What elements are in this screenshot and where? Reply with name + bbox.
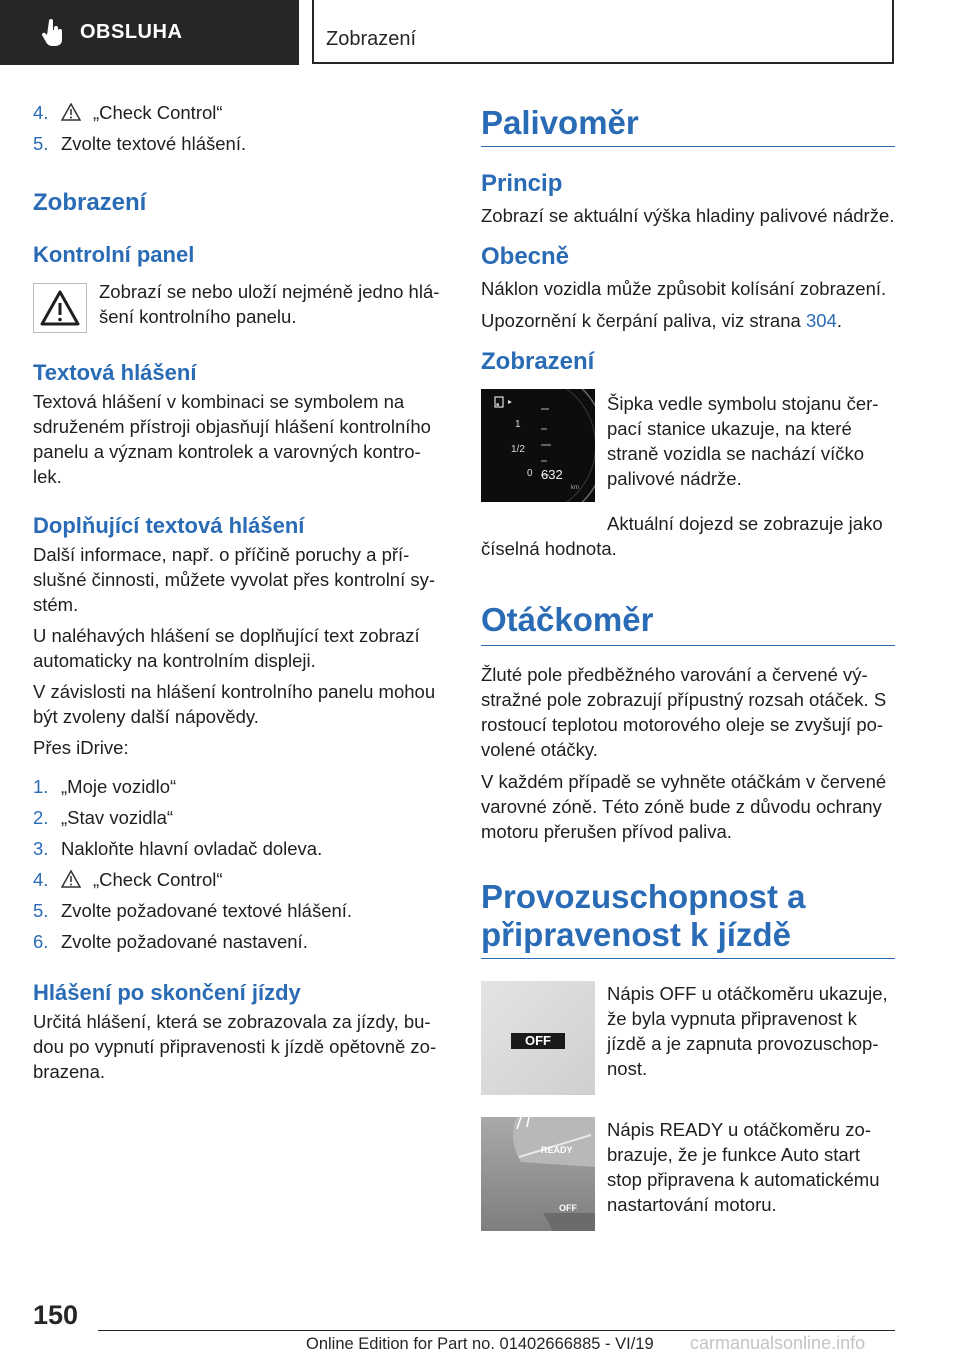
doplnujici-p2: U naléhavých hlášení se doplňující text zobrazí automaticky na kontrolním displeji. — [33, 625, 420, 671]
heading-provozuschopnost-1: Provozuschopnost a — [481, 878, 806, 915]
pointing-hand-icon — [40, 19, 66, 47]
watermark: carmanualsonline.info — [690, 1333, 866, 1353]
top-list — [33, 100, 445, 162]
ready-figure — [481, 1117, 595, 1231]
ready-off-label: OFF — [559, 1203, 577, 1213]
edition-text: Online Edition for Part no. 01402666885 - VI/19 — [306, 1335, 654, 1353]
steps-list — [33, 774, 445, 960]
heading-kontrolni-panel: Kontrolní panel — [33, 242, 195, 267]
heading-palivomer: Palivoměr — [481, 104, 895, 147]
range-unit: km — [571, 485, 579, 491]
fuel-block — [481, 383, 895, 529]
ready-text: Nápis READY u otáčkoměru zo- brazuje, že je funkce Auto start stop připravena k automatickému nastartování motoru. — [607, 1119, 880, 1215]
range-value: 632 — [541, 467, 563, 482]
page-link[interactable]: 304 — [805, 310, 837, 331]
chapter-tab — [312, 0, 894, 64]
section-tab — [0, 0, 299, 65]
otackomer-p1: Žluté pole předběžného varování a červené vý- stražné pole zobrazují přípustný rozsah otáček. S rostoucí teplotou motorového oleje se zvyšují po- volené otáčky. — [481, 664, 887, 760]
otackomer-p2: V každém případě se vyhněte otáčkám v červené varovné zóně. Této zóně bude z důvodu ochrany motoru přerušen přívod paliva. — [481, 771, 887, 842]
textova-text: Textová hlášení v kombinaci se symbolem na sdruženém přístroji objasňují hlášení kontrolního panelu a význam kontrolek a varovných kontro- lek. — [33, 391, 431, 487]
off-figure — [481, 981, 595, 1095]
list-item: 2. „Stav vozidla“ — [33, 807, 174, 828]
kontrolni-text: Zobrazí se nebo uloží nejméně jedno hlá- šení kontrolního panelu. — [99, 281, 440, 327]
doplnujici-p4: Přes iDrive: — [33, 737, 129, 758]
princip-text: Zobrazí se aktuální výška hladiny palivové nádrže. — [481, 205, 895, 226]
doplnujici-p1: Další informace, např. o příčině poruchy a pří- slušné činnosti, můžete vyvolat přes kontrolní sy- stém. — [33, 544, 436, 615]
ready-label: READY — [541, 1145, 573, 1155]
warning-symbol-figure — [33, 283, 87, 333]
off-block — [481, 981, 895, 1117]
list-item: 3. Nakloňte hlavní ovladač doleva. — [33, 838, 323, 859]
fuel-half-label: 1/2 — [511, 444, 525, 455]
heading-textova-hlaseni: Textová hlášení — [33, 360, 197, 385]
fuel-empty-label: 0 — [527, 468, 533, 479]
heading-obecne: Obecně — [481, 243, 570, 270]
warning-triangle-icon — [34, 284, 86, 332]
list-item: 1. „Moje vozidlo“ — [33, 776, 177, 797]
left-column — [33, 100, 445, 1084]
ready-block — [481, 1117, 895, 1237]
section-title: OBSLUHA — [80, 21, 183, 43]
list-item: 4. „Check Control“ — [33, 869, 223, 890]
fuel-gauge-illustration — [481, 389, 595, 502]
warning-triangle-icon — [61, 870, 81, 888]
list-item: 4. „Check Control“ — [33, 102, 223, 123]
doplnujici-p3: V závislosti na hlášení kontrolního panelu mohou být zvoleny další nápovědy. — [33, 681, 436, 727]
heading-po-skonceni: Hlášení po skončení jízdy — [33, 980, 301, 1005]
obecne-p2: Upozornění k čerpání paliva, viz strana 304. — [481, 310, 842, 331]
list-item: 5. Zvolte požadované textové hlášení. — [33, 900, 353, 921]
list-item: 5. Zvolte textové hlášení. — [33, 133, 247, 154]
heading-zobrazeni: Zobrazení — [33, 189, 147, 216]
kontrolni-block — [33, 279, 445, 359]
off-badge: OFF — [511, 1033, 565, 1049]
heading-otackomer: Otáčkoměr — [481, 601, 895, 646]
fuel-gauge-figure — [481, 389, 595, 502]
page-number: 150 — [33, 1300, 79, 1330]
heading-provozuschopnost-2: připravenost k jízdě — [481, 916, 895, 959]
off-text: Nápis OFF u otáčkoměru ukazuje, že byla vypnuta připravenost k jízdě a je zapnuta provozuschop- nost. — [607, 983, 888, 1079]
fuel-text-2: Aktuální dojezd se zobrazuje jako číselná hodnota. — [481, 513, 883, 559]
fuel-full-label: 1 — [515, 419, 521, 430]
heading-zobrazeni-right: Zobrazení — [481, 348, 595, 375]
heading-doplnujici: Doplňující textová hlášení — [33, 513, 305, 538]
heading-princip: Princip — [481, 170, 563, 197]
warning-triangle-icon — [61, 103, 81, 121]
list-item: 6. Zvolte požadované nastavení. — [33, 931, 308, 952]
svg-text:■: ■ — [496, 402, 500, 408]
obecne-p1: Náklon vozidla může způsobit kolísání zobrazení. — [481, 278, 887, 299]
ready-illustration — [481, 1117, 595, 1231]
po-skonceni-text: Určitá hlášení, která se zobrazovala za jízdy, bu- dou po vypnutí připravenosti k jízdě opětovně zo- brazena. — [33, 1011, 437, 1082]
chapter-title: Zobrazení — [326, 28, 417, 50]
right-column — [481, 104, 895, 1237]
footer-rule — [98, 1330, 895, 1331]
fuel-text-1: Šipka vedle symbolu stojanu čer- pací stanice ukazuje, na které straně vozidla se nachází víčko palivové nádrže. — [607, 393, 879, 489]
